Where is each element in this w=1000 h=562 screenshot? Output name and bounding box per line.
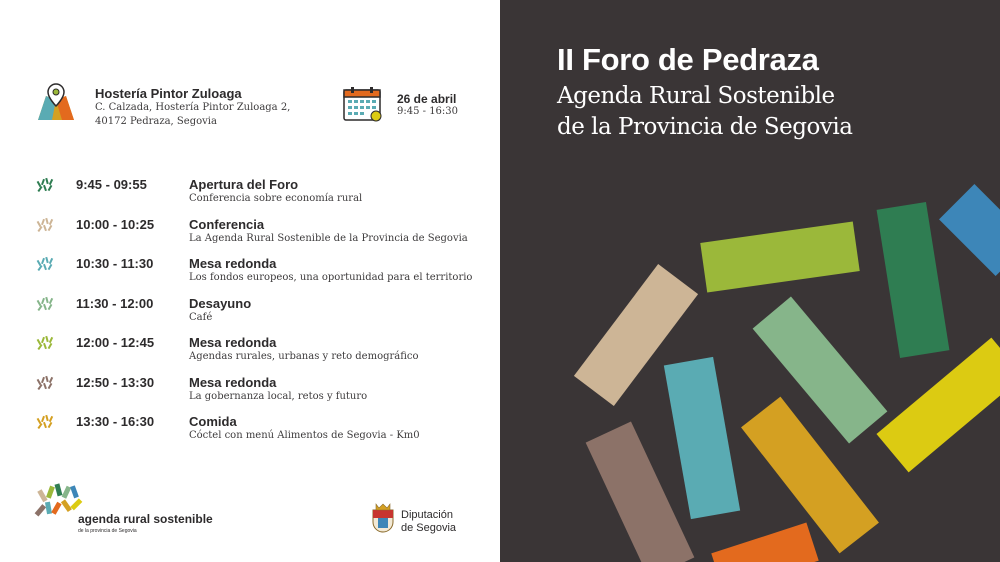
decor-bar-yellow bbox=[876, 338, 1000, 473]
hero-title: II Foro de Pedraza bbox=[557, 42, 819, 77]
agenda-description: La gobernanza local, retos y futuro bbox=[189, 390, 368, 402]
agenda-title: Conferencia bbox=[189, 216, 265, 232]
venue-address-line2: 40172 Pedraza, Segovia bbox=[95, 116, 217, 127]
agenda-bullet-icon bbox=[36, 413, 56, 429]
diputacion-shield-icon bbox=[370, 502, 396, 536]
event-date: 26 de abril bbox=[397, 92, 457, 106]
decor-bar-green bbox=[877, 202, 950, 358]
agenda-bullet-icon bbox=[36, 176, 56, 192]
agenda-time: 13:30 - 16:30 bbox=[76, 414, 155, 429]
agenda-description: Café bbox=[189, 311, 213, 323]
agenda-title: Desayuno bbox=[189, 295, 252, 311]
diputacion-line2: de Segovia bbox=[401, 522, 457, 534]
agenda-item bbox=[36, 374, 496, 414]
venue-address-line1: C. Calzada, Hostería Pintor Zuloaga 2, bbox=[95, 102, 291, 113]
hero-subtitle-line1: Agenda Rural Sostenible bbox=[557, 83, 835, 109]
agenda-title: Mesa redonda bbox=[189, 374, 277, 390]
agenda-bullet-icon bbox=[36, 374, 56, 390]
hero-subtitle-line2: de la Provincia de Segovia bbox=[557, 114, 853, 140]
decor-bar-lime bbox=[700, 222, 859, 293]
agenda-item bbox=[36, 295, 496, 335]
venue-address bbox=[95, 101, 295, 129]
diputacion-logo-text bbox=[401, 509, 481, 535]
agenda-description: Conferencia sobre economía rural bbox=[189, 193, 363, 204]
diputacion-line1: Diputación bbox=[401, 509, 453, 521]
agenda-item bbox=[36, 216, 496, 256]
agenda-description: La Agenda Rural Sostenible de la Provincia de Segovia bbox=[189, 232, 468, 244]
agenda-rural-sostenible-logo-text: agenda rural sostenible bbox=[78, 512, 213, 526]
agenda-description: Agendas rurales, urbanas y reto demográfico bbox=[189, 351, 419, 362]
agenda-bullet-icon bbox=[36, 255, 56, 271]
decorative-bars-graphic bbox=[500, 0, 1000, 562]
agenda-time: 9:45 - 09:55 bbox=[76, 177, 147, 192]
agenda-time: 10:30 - 11:30 bbox=[76, 256, 154, 271]
map-pin-icon bbox=[36, 82, 76, 122]
agenda-time: 10:00 - 10:25 bbox=[76, 216, 155, 232]
agenda-time: 11:30 - 12:00 bbox=[76, 295, 154, 311]
agenda-item bbox=[36, 413, 496, 453]
venue-name: Hostería Pintor Zuloaga bbox=[95, 86, 242, 101]
agenda-time: 12:50 - 13:30 bbox=[76, 374, 155, 390]
event-hours: 9:45 - 16:30 bbox=[397, 106, 459, 117]
agenda-list bbox=[36, 176, 496, 453]
agenda-bullet-icon bbox=[36, 295, 56, 311]
decor-bar-teal bbox=[664, 357, 740, 519]
decor-bar-orange bbox=[711, 523, 818, 562]
hero-panel bbox=[500, 0, 1000, 562]
agenda-rural-sostenible-logo-subtext: de la provincia de Segovia bbox=[78, 528, 137, 534]
agenda-item bbox=[36, 176, 496, 216]
agenda-title: Apertura del Foro bbox=[189, 177, 299, 192]
agenda-title: Mesa redonda bbox=[189, 256, 277, 271]
calendar-icon bbox=[343, 86, 383, 122]
agenda-item bbox=[36, 334, 496, 374]
agenda-bullet-icon bbox=[36, 216, 56, 232]
agenda-bullet-icon bbox=[36, 334, 56, 350]
agenda-description: Los fondos europeos, una oportunidad para el territorio bbox=[189, 272, 473, 283]
decor-bar-blue bbox=[939, 184, 1000, 276]
agenda-time: 12:00 - 12:45 bbox=[76, 335, 155, 350]
agenda-item bbox=[36, 255, 496, 295]
agenda-title: Mesa redonda bbox=[189, 335, 277, 350]
agenda-title: Comida bbox=[189, 414, 237, 429]
agenda-description: Cóctel con menú Alimentos de Segovia - Km0 bbox=[189, 430, 420, 441]
